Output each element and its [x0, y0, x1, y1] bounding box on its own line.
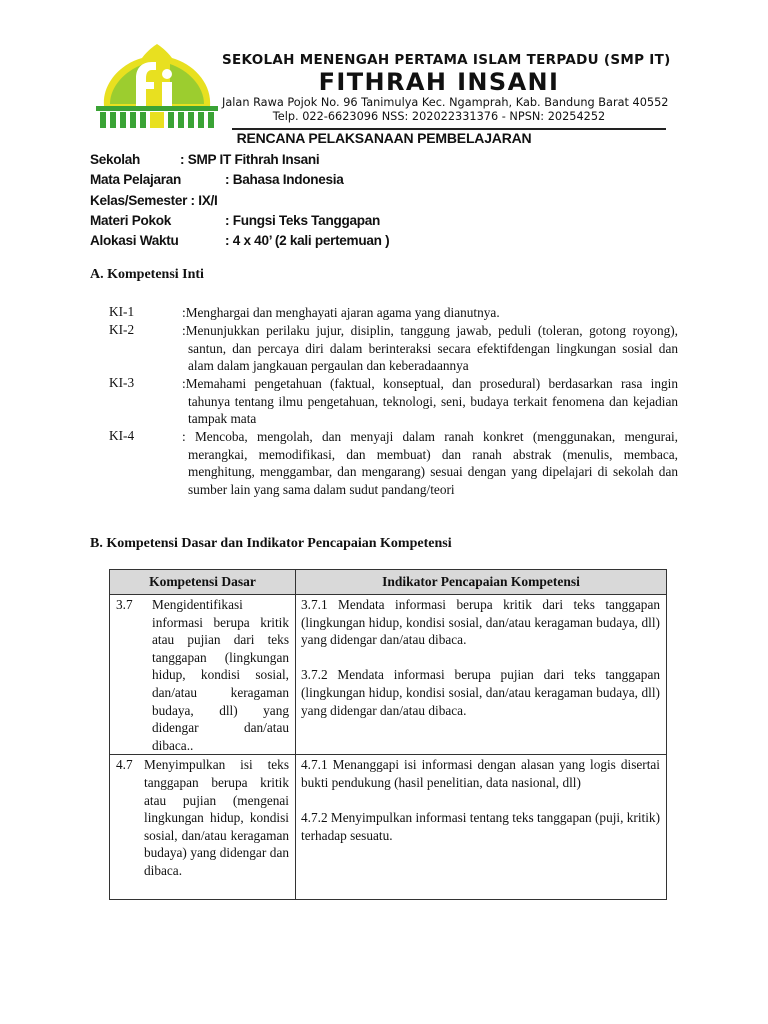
indicator-item: 4.7.1 Menanggapi isi informasi dengan alasan yang logis disertai bukti pendukung (hasil penelitian, data nasional, dll) [301, 757, 660, 790]
column-header-kd: Kompetensi Dasar [110, 570, 296, 595]
kd-cell [110, 595, 296, 755]
identity-row-school [90, 152, 590, 170]
identity-label: Kelas/Semester : IX/I [90, 193, 218, 208]
indicator-item: 4.7.2 Menyimpulkan informasi tentang teks tanggapan (puji, kritik) terhadap sesuatu. [301, 810, 660, 843]
identity-value: : Bahasa Indonesia [225, 172, 344, 187]
ki-2-text: :Menunjukkan perilaku jujur, disiplin, tanggung jawab, peduli (toleran, gotong royong), santun, dan percaya diri dalam berinteraksi secara efektifdengan lingkungan sosial dan alam dalam jangkauan pergaulan dan keberadaannya [182, 323, 678, 374]
ki-3-text: :Memahami pengetahuan (faktual, konseptual, dan prosedural) berdasarkan rasa ingin tahunya tentang ilmu pengetahuan, teknologi, seni, budaya terkait fenomena dan kejadian tampak mata [182, 376, 678, 427]
indicator-cell [296, 595, 667, 755]
identity-label: Sekolah [90, 152, 141, 167]
kd-number: 3.7 [116, 597, 133, 612]
school-type-line: SEKOLAH MENENGAH PERTAMA ISLAM TERPADU (SMP IT) [222, 52, 671, 68]
identity-value: : SMP IT Fithrah Insani [180, 152, 320, 167]
identity-row-time [90, 233, 590, 251]
column-header-indicator: Indikator Pencapaian Kompetensi [296, 570, 667, 595]
ki-label: KI-2 [109, 322, 135, 337]
school-logo [96, 44, 218, 128]
ki-label: KI-1 [109, 304, 135, 319]
table-header-row [110, 570, 667, 595]
table-row [110, 595, 667, 755]
indicator-item: 3.7.1 Mendata informasi berupa kritik dari teks tanggapan (lingkungan hidup, kondisi sosial, dan/atau keragaman budaya, dll) yang didengar dan/atau dibaca. [301, 597, 660, 648]
school-address: Jalan Rawa Pojok No. 96 Tanimulya Kec. Ngamprah, Kab. Bandung Barat 40552 [222, 96, 669, 109]
identity-value: : Fungsi Teks Tanggapan [225, 213, 380, 228]
identity-label: Mata Pelajaran [90, 172, 182, 187]
identity-row-topic [90, 213, 590, 231]
ki-4-text: : Mencoba, mengolah, dan menyaji dalam ranah konkret (menggunakan, mengurai, merangkai, memodifikasi, dan membuat) dan ranah abstrak (menulis, membaca, menghitung, menggambar, dan mengarang) sesuai dengan yang dipelajari di sekolah dan sumber lain yang sama dalam sudut pandang/teori [182, 429, 678, 498]
document-title: RENCANA PELAKSANAAN PEMBELAJARAN [236, 130, 532, 146]
identity-row-class [90, 193, 590, 211]
indicator-cell [296, 755, 667, 900]
school-logo-icon [96, 44, 218, 128]
ki-1-text: :Menghargai dan menghayati ajaran agama yang dianutnya. [182, 305, 500, 320]
ki-label: KI-4 [109, 428, 135, 443]
identity-value: : 4 x 40’ (2 kali pertemuan ) [225, 233, 390, 248]
ki-text [182, 304, 678, 322]
kd-cell [110, 755, 296, 900]
kd-text: Menyimpulkan isi teks tanggapan berupa kritik atau pujian (mengenai lingkungan hidup, kondisi sosial, dan/atau keragaman budaya) yang didengar dan dibaca. [144, 757, 289, 878]
ki-label: KI-3 [109, 375, 135, 390]
school-name: FITHRAH INSANI [318, 68, 560, 96]
school-contact: Telp. 022-6623096 NSS: 202022331376 - NPSN: 20254252 [272, 110, 606, 123]
section-a-heading: A. Kompetensi Inti [90, 267, 204, 282]
ki-text [182, 428, 678, 499]
ki-text [182, 375, 678, 428]
section-b-heading: B. Kompetensi Dasar dan Indikator Pencapaian Kompetensi [90, 536, 452, 551]
competency-table [109, 569, 667, 900]
indicator-item: 3.7.2 Mendata informasi berupa pujian dari teks tanggapan (lingkungan hidup, kondisi sosial, dan/atau keragaman budaya, dll) yang didengar dan/atau dibaca. [301, 667, 660, 718]
identity-row-subject [90, 172, 590, 190]
kd-number: 4.7 [116, 757, 133, 773]
ki-text [182, 322, 678, 375]
table-row [110, 755, 667, 900]
kd-text: Mengidentifikasi informasi berupa kritik atau pujian dari teks tanggapan (lingkungan hidup, kondisi sosial, dan/atau keragaman budaya, dll) yang didengar dan/atau dibaca.. [152, 597, 289, 753]
identity-label: Materi Pokok [90, 213, 172, 228]
identity-label: Alokasi Waktu [90, 233, 179, 248]
